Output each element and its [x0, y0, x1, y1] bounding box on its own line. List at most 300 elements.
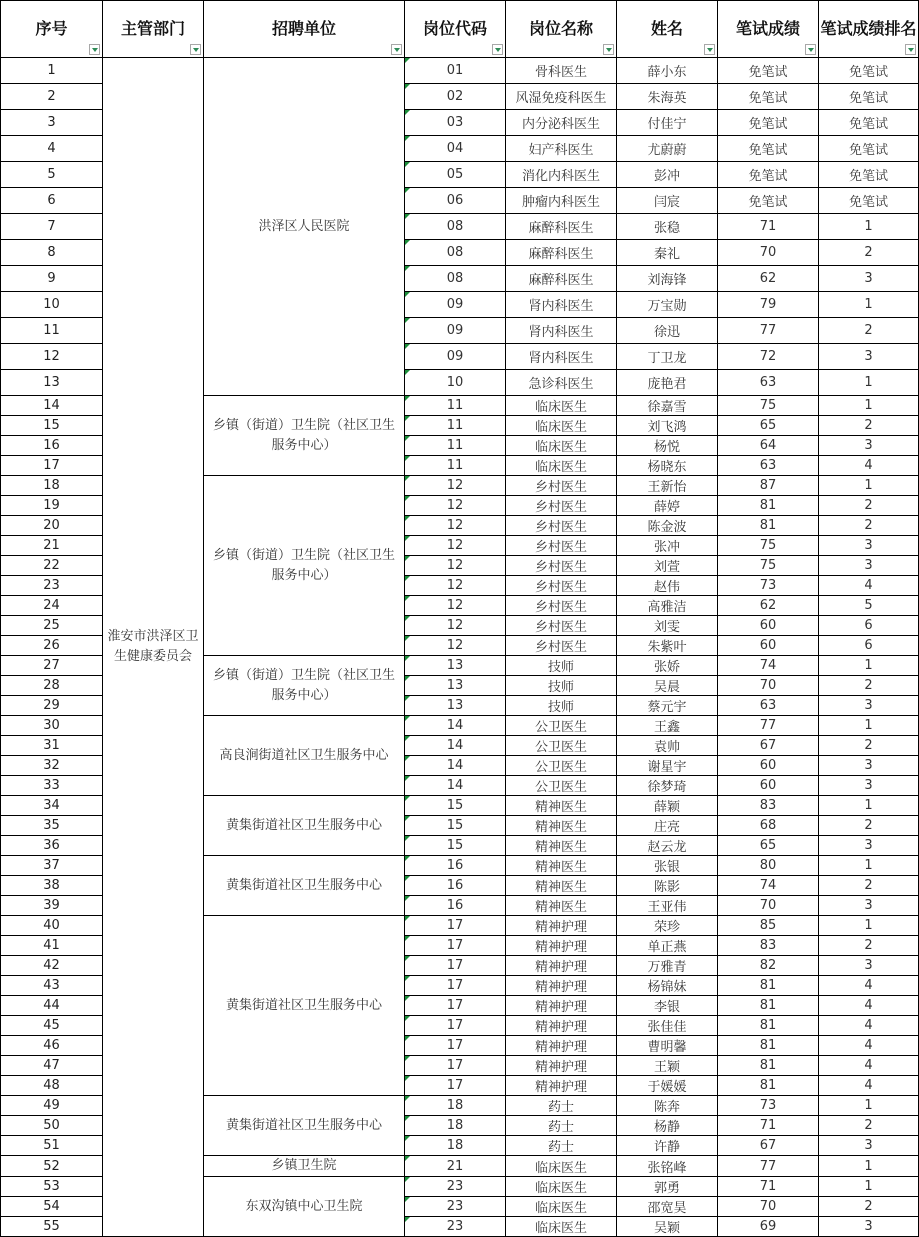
cell-position-code[interactable]: 13 [405, 676, 506, 696]
cell-position-name[interactable]: 技师 [506, 676, 617, 696]
cell-name[interactable]: 荣珍 [617, 916, 718, 936]
cell-rank[interactable]: 2 [819, 1197, 919, 1217]
cell-score[interactable]: 60 [718, 636, 819, 656]
cell-position-code[interactable]: 14 [405, 756, 506, 776]
cell-name[interactable]: 张稳 [617, 214, 718, 240]
cell-rank[interactable]: 1 [819, 916, 919, 936]
cell-name[interactable]: 许静 [617, 1136, 718, 1156]
cell-position-name[interactable]: 乡村医生 [506, 616, 617, 636]
cell-seq[interactable]: 13 [1, 370, 103, 396]
cell-position-name[interactable]: 精神护理 [506, 996, 617, 1016]
cell-score[interactable]: 83 [718, 796, 819, 816]
cell-score[interactable]: 80 [718, 856, 819, 876]
cell-name[interactable]: 薛婷 [617, 496, 718, 516]
cell-position-code[interactable]: 11 [405, 396, 506, 416]
cell-position-code[interactable]: 12 [405, 576, 506, 596]
cell-rank[interactable]: 免笔试 [819, 188, 919, 214]
cell-name[interactable]: 薛小东 [617, 58, 718, 84]
cell-rank[interactable]: 2 [819, 416, 919, 436]
cell-position-code[interactable]: 21 [405, 1156, 506, 1177]
cell-unit[interactable]: 东双沟镇中心卫生院 [204, 1177, 405, 1237]
cell-seq[interactable]: 7 [1, 214, 103, 240]
cell-seq[interactable]: 36 [1, 836, 103, 856]
header-unit[interactable]: 招聘单位 [204, 1, 405, 58]
cell-name[interactable]: 朱海英 [617, 84, 718, 110]
cell-rank[interactable]: 6 [819, 636, 919, 656]
cell-position-code[interactable]: 08 [405, 240, 506, 266]
filter-dropdown-icon[interactable] [905, 44, 916, 55]
filter-dropdown-icon[interactable] [89, 44, 100, 55]
cell-rank[interactable]: 3 [819, 836, 919, 856]
cell-score[interactable]: 82 [718, 956, 819, 976]
cell-score[interactable]: 81 [718, 1036, 819, 1056]
cell-position-name[interactable]: 精神医生 [506, 816, 617, 836]
cell-score[interactable]: 62 [718, 596, 819, 616]
cell-seq[interactable]: 1 [1, 58, 103, 84]
cell-position-code[interactable]: 17 [405, 1016, 506, 1036]
cell-seq[interactable]: 21 [1, 536, 103, 556]
cell-position-code[interactable]: 09 [405, 318, 506, 344]
cell-score[interactable]: 81 [718, 516, 819, 536]
cell-rank[interactable]: 1 [819, 1156, 919, 1177]
header-department[interactable]: 主管部门 [103, 1, 204, 58]
cell-seq[interactable]: 37 [1, 856, 103, 876]
cell-position-name[interactable]: 临床医生 [506, 1217, 617, 1237]
cell-position-name[interactable]: 精神护理 [506, 1016, 617, 1036]
cell-seq[interactable]: 38 [1, 876, 103, 896]
cell-position-name[interactable]: 麻醉科医生 [506, 240, 617, 266]
cell-rank[interactable]: 3 [819, 536, 919, 556]
cell-rank[interactable]: 3 [819, 1217, 919, 1237]
cell-position-code[interactable]: 16 [405, 856, 506, 876]
cell-rank[interactable]: 1 [819, 476, 919, 496]
cell-rank[interactable]: 5 [819, 596, 919, 616]
cell-position-name[interactable]: 公卫医生 [506, 716, 617, 736]
cell-score[interactable]: 70 [718, 896, 819, 916]
cell-seq[interactable]: 54 [1, 1197, 103, 1217]
cell-rank[interactable]: 1 [819, 214, 919, 240]
cell-rank[interactable]: 4 [819, 1016, 919, 1036]
cell-score[interactable]: 77 [718, 716, 819, 736]
cell-seq[interactable]: 8 [1, 240, 103, 266]
cell-position-code[interactable]: 23 [405, 1177, 506, 1197]
cell-seq[interactable]: 18 [1, 476, 103, 496]
cell-seq[interactable]: 5 [1, 162, 103, 188]
cell-position-code[interactable]: 13 [405, 696, 506, 716]
cell-seq[interactable]: 28 [1, 676, 103, 696]
cell-name[interactable]: 高雅洁 [617, 596, 718, 616]
cell-position-name[interactable]: 消化内科医生 [506, 162, 617, 188]
cell-score[interactable]: 71 [718, 1116, 819, 1136]
cell-score[interactable]: 60 [718, 756, 819, 776]
cell-score[interactable]: 70 [718, 240, 819, 266]
cell-name[interactable]: 张银 [617, 856, 718, 876]
cell-name[interactable]: 吴晨 [617, 676, 718, 696]
cell-seq[interactable]: 12 [1, 344, 103, 370]
cell-name[interactable]: 袁帅 [617, 736, 718, 756]
cell-unit[interactable]: 黄集街道社区卫生服务中心 [204, 1096, 405, 1156]
cell-name[interactable]: 杨晓东 [617, 456, 718, 476]
cell-rank[interactable]: 3 [819, 956, 919, 976]
cell-rank[interactable]: 3 [819, 776, 919, 796]
cell-name[interactable]: 赵伟 [617, 576, 718, 596]
cell-name[interactable]: 张佳佳 [617, 1016, 718, 1036]
cell-score[interactable]: 免笔试 [718, 110, 819, 136]
cell-position-code[interactable]: 06 [405, 188, 506, 214]
header-rank[interactable]: 笔试成绩排名 [819, 1, 919, 58]
cell-position-name[interactable]: 临床医生 [506, 456, 617, 476]
cell-position-code[interactable]: 12 [405, 596, 506, 616]
cell-rank[interactable]: 4 [819, 1056, 919, 1076]
cell-seq[interactable]: 14 [1, 396, 103, 416]
cell-score[interactable]: 81 [718, 996, 819, 1016]
cell-position-code[interactable]: 13 [405, 656, 506, 676]
cell-position-code[interactable]: 09 [405, 292, 506, 318]
cell-position-code[interactable]: 12 [405, 536, 506, 556]
cell-seq[interactable]: 2 [1, 84, 103, 110]
cell-rank[interactable]: 免笔试 [819, 58, 919, 84]
cell-position-name[interactable]: 乡村医生 [506, 556, 617, 576]
cell-seq[interactable]: 26 [1, 636, 103, 656]
cell-score[interactable]: 75 [718, 536, 819, 556]
cell-name[interactable]: 郭勇 [617, 1177, 718, 1197]
cell-position-code[interactable]: 15 [405, 836, 506, 856]
cell-name[interactable]: 陈影 [617, 876, 718, 896]
cell-position-name[interactable]: 精神护理 [506, 1056, 617, 1076]
cell-position-code[interactable]: 12 [405, 636, 506, 656]
cell-name[interactable]: 刘萱 [617, 556, 718, 576]
cell-position-name[interactable]: 乡村医生 [506, 536, 617, 556]
cell-position-name[interactable]: 乡村医生 [506, 636, 617, 656]
cell-seq[interactable]: 4 [1, 136, 103, 162]
cell-rank[interactable]: 1 [819, 1177, 919, 1197]
cell-position-name[interactable]: 公卫医生 [506, 736, 617, 756]
cell-rank[interactable]: 2 [819, 736, 919, 756]
cell-unit[interactable]: 洪泽区人民医院 [204, 58, 405, 396]
cell-rank[interactable]: 4 [819, 576, 919, 596]
cell-position-code[interactable]: 02 [405, 84, 506, 110]
cell-position-name[interactable]: 技师 [506, 696, 617, 716]
cell-score[interactable]: 87 [718, 476, 819, 496]
cell-rank[interactable]: 2 [819, 240, 919, 266]
cell-position-code[interactable]: 23 [405, 1197, 506, 1217]
cell-position-name[interactable]: 精神护理 [506, 936, 617, 956]
cell-position-code[interactable]: 17 [405, 1036, 506, 1056]
filter-dropdown-icon[interactable] [704, 44, 715, 55]
cell-name[interactable]: 朱紫叶 [617, 636, 718, 656]
cell-seq[interactable]: 33 [1, 776, 103, 796]
cell-position-name[interactable]: 公卫医生 [506, 756, 617, 776]
cell-position-name[interactable]: 肾内科医生 [506, 344, 617, 370]
cell-score[interactable]: 81 [718, 496, 819, 516]
cell-position-code[interactable]: 17 [405, 1076, 506, 1096]
cell-name[interactable]: 单正燕 [617, 936, 718, 956]
cell-seq[interactable]: 50 [1, 1116, 103, 1136]
cell-seq[interactable]: 39 [1, 896, 103, 916]
cell-rank[interactable]: 1 [819, 292, 919, 318]
cell-rank[interactable]: 1 [819, 396, 919, 416]
cell-name[interactable]: 秦礼 [617, 240, 718, 266]
cell-position-code[interactable]: 15 [405, 796, 506, 816]
cell-rank[interactable]: 3 [819, 266, 919, 292]
cell-position-name[interactable]: 精神护理 [506, 1076, 617, 1096]
cell-seq[interactable]: 3 [1, 110, 103, 136]
cell-score[interactable]: 69 [718, 1217, 819, 1237]
cell-position-code[interactable]: 14 [405, 736, 506, 756]
cell-name[interactable]: 闫宸 [617, 188, 718, 214]
cell-position-code[interactable]: 17 [405, 976, 506, 996]
cell-position-code[interactable]: 17 [405, 936, 506, 956]
cell-seq[interactable]: 45 [1, 1016, 103, 1036]
cell-unit[interactable]: 黄集街道社区卫生服务中心 [204, 856, 405, 916]
cell-score[interactable]: 83 [718, 936, 819, 956]
cell-position-name[interactable]: 药士 [506, 1116, 617, 1136]
cell-name[interactable]: 蔡元宇 [617, 696, 718, 716]
cell-seq[interactable]: 41 [1, 936, 103, 956]
cell-position-code[interactable]: 11 [405, 436, 506, 456]
cell-score[interactable]: 62 [718, 266, 819, 292]
cell-score[interactable]: 67 [718, 1136, 819, 1156]
cell-position-code[interactable]: 18 [405, 1096, 506, 1116]
cell-name[interactable]: 李银 [617, 996, 718, 1016]
filter-dropdown-icon[interactable] [805, 44, 816, 55]
cell-seq[interactable]: 51 [1, 1136, 103, 1156]
cell-score[interactable]: 63 [718, 696, 819, 716]
cell-name[interactable]: 王鑫 [617, 716, 718, 736]
cell-rank[interactable]: 4 [819, 456, 919, 476]
cell-position-code[interactable]: 17 [405, 1056, 506, 1076]
cell-position-name[interactable]: 临床医生 [506, 1197, 617, 1217]
cell-rank[interactable]: 4 [819, 1076, 919, 1096]
cell-position-code[interactable]: 23 [405, 1217, 506, 1237]
cell-name[interactable]: 于媛媛 [617, 1076, 718, 1096]
cell-position-name[interactable]: 肿瘤内科医生 [506, 188, 617, 214]
cell-position-code[interactable]: 17 [405, 916, 506, 936]
cell-score[interactable]: 70 [718, 676, 819, 696]
cell-position-name[interactable]: 乡村医生 [506, 576, 617, 596]
cell-score[interactable]: 79 [718, 292, 819, 318]
cell-name[interactable]: 王新怡 [617, 476, 718, 496]
cell-rank[interactable]: 2 [819, 676, 919, 696]
cell-position-name[interactable]: 乡村医生 [506, 476, 617, 496]
cell-score[interactable]: 免笔试 [718, 188, 819, 214]
cell-seq[interactable]: 20 [1, 516, 103, 536]
cell-rank[interactable]: 6 [819, 616, 919, 636]
cell-score[interactable]: 81 [718, 976, 819, 996]
cell-name[interactable]: 张冲 [617, 536, 718, 556]
cell-seq[interactable]: 44 [1, 996, 103, 1016]
cell-rank[interactable]: 2 [819, 936, 919, 956]
cell-rank[interactable]: 3 [819, 896, 919, 916]
cell-rank[interactable]: 2 [819, 876, 919, 896]
cell-position-code[interactable]: 15 [405, 816, 506, 836]
cell-unit[interactable]: 乡镇（街道）卫生院（社区卫生服务中心） [204, 476, 405, 656]
cell-seq[interactable]: 43 [1, 976, 103, 996]
cell-seq[interactable]: 29 [1, 696, 103, 716]
filter-dropdown-icon[interactable] [190, 44, 201, 55]
cell-position-name[interactable]: 药士 [506, 1136, 617, 1156]
cell-name[interactable]: 赵云龙 [617, 836, 718, 856]
cell-position-name[interactable]: 临床医生 [506, 1177, 617, 1197]
cell-position-code[interactable]: 05 [405, 162, 506, 188]
cell-seq[interactable]: 24 [1, 596, 103, 616]
cell-position-code[interactable]: 12 [405, 516, 506, 536]
cell-name[interactable]: 陈奔 [617, 1096, 718, 1116]
cell-unit[interactable]: 乡镇卫生院 [204, 1156, 405, 1177]
cell-seq[interactable]: 15 [1, 416, 103, 436]
cell-rank[interactable]: 1 [819, 1096, 919, 1116]
cell-seq[interactable]: 49 [1, 1096, 103, 1116]
cell-rank[interactable]: 免笔试 [819, 162, 919, 188]
cell-position-name[interactable]: 骨科医生 [506, 58, 617, 84]
cell-position-name[interactable]: 麻醉科医生 [506, 266, 617, 292]
cell-name[interactable]: 张铭峰 [617, 1156, 718, 1177]
cell-unit[interactable]: 乡镇（街道）卫生院（社区卫生服务中心） [204, 396, 405, 476]
cell-score[interactable]: 72 [718, 344, 819, 370]
filter-dropdown-icon[interactable] [603, 44, 614, 55]
cell-seq[interactable]: 23 [1, 576, 103, 596]
cell-rank[interactable]: 3 [819, 756, 919, 776]
cell-score[interactable]: 71 [718, 214, 819, 240]
header-position-name[interactable]: 岗位名称 [506, 1, 617, 58]
header-seq[interactable]: 序号 [1, 1, 103, 58]
cell-position-name[interactable]: 公卫医生 [506, 776, 617, 796]
cell-name[interactable]: 庄亮 [617, 816, 718, 836]
cell-seq[interactable]: 30 [1, 716, 103, 736]
cell-seq[interactable]: 6 [1, 188, 103, 214]
cell-position-name[interactable]: 精神医生 [506, 876, 617, 896]
cell-position-code[interactable]: 08 [405, 266, 506, 292]
cell-name[interactable]: 彭冲 [617, 162, 718, 188]
cell-position-name[interactable]: 精神护理 [506, 956, 617, 976]
cell-rank[interactable]: 免笔试 [819, 110, 919, 136]
cell-seq[interactable]: 9 [1, 266, 103, 292]
cell-seq[interactable]: 46 [1, 1036, 103, 1056]
cell-seq[interactable]: 40 [1, 916, 103, 936]
cell-name[interactable]: 陈金波 [617, 516, 718, 536]
cell-rank[interactable]: 2 [819, 816, 919, 836]
cell-name[interactable]: 杨悦 [617, 436, 718, 456]
cell-position-code[interactable]: 03 [405, 110, 506, 136]
cell-rank[interactable]: 1 [819, 856, 919, 876]
cell-score[interactable]: 70 [718, 1197, 819, 1217]
cell-position-code[interactable]: 17 [405, 996, 506, 1016]
cell-position-name[interactable]: 妇产科医生 [506, 136, 617, 162]
cell-name[interactable]: 万雅青 [617, 956, 718, 976]
cell-rank[interactable]: 4 [819, 1036, 919, 1056]
cell-position-code[interactable]: 14 [405, 716, 506, 736]
cell-seq[interactable]: 17 [1, 456, 103, 476]
cell-score[interactable]: 64 [718, 436, 819, 456]
cell-position-code[interactable]: 16 [405, 876, 506, 896]
cell-position-name[interactable]: 精神医生 [506, 796, 617, 816]
cell-position-code[interactable]: 09 [405, 344, 506, 370]
cell-rank[interactable]: 3 [819, 696, 919, 716]
cell-position-name[interactable]: 精神护理 [506, 916, 617, 936]
cell-score[interactable]: 67 [718, 736, 819, 756]
cell-position-name[interactable]: 精神护理 [506, 1036, 617, 1056]
cell-rank[interactable]: 2 [819, 1116, 919, 1136]
cell-seq[interactable]: 10 [1, 292, 103, 318]
cell-position-name[interactable]: 精神医生 [506, 896, 617, 916]
cell-seq[interactable]: 32 [1, 756, 103, 776]
cell-score[interactable]: 65 [718, 836, 819, 856]
cell-name[interactable]: 付佳宁 [617, 110, 718, 136]
cell-rank[interactable]: 1 [819, 656, 919, 676]
cell-name[interactable]: 曹明馨 [617, 1036, 718, 1056]
cell-score[interactable]: 81 [718, 1076, 819, 1096]
cell-score[interactable]: 免笔试 [718, 162, 819, 188]
cell-position-name[interactable]: 临床医生 [506, 396, 617, 416]
cell-position-code[interactable]: 04 [405, 136, 506, 162]
filter-dropdown-icon[interactable] [391, 44, 402, 55]
cell-rank[interactable]: 2 [819, 496, 919, 516]
cell-position-code[interactable]: 12 [405, 476, 506, 496]
cell-name[interactable]: 刘飞鸿 [617, 416, 718, 436]
cell-rank[interactable]: 3 [819, 556, 919, 576]
cell-name[interactable]: 尤蔚蔚 [617, 136, 718, 162]
cell-score[interactable]: 77 [718, 1156, 819, 1177]
cell-seq[interactable]: 11 [1, 318, 103, 344]
cell-position-name[interactable]: 风湿免疫科医生 [506, 84, 617, 110]
cell-score[interactable]: 81 [718, 1056, 819, 1076]
cell-name[interactable]: 吴颖 [617, 1217, 718, 1237]
cell-score[interactable]: 63 [718, 456, 819, 476]
cell-score[interactable]: 60 [718, 616, 819, 636]
cell-score[interactable]: 65 [718, 416, 819, 436]
cell-seq[interactable]: 25 [1, 616, 103, 636]
cell-position-name[interactable]: 临床医生 [506, 416, 617, 436]
cell-score[interactable]: 免笔试 [718, 58, 819, 84]
cell-unit[interactable]: 黄集街道社区卫生服务中心 [204, 916, 405, 1096]
cell-name[interactable]: 丁卫龙 [617, 344, 718, 370]
cell-rank[interactable]: 1 [819, 716, 919, 736]
cell-position-name[interactable]: 肾内科医生 [506, 292, 617, 318]
cell-position-name[interactable]: 临床医生 [506, 436, 617, 456]
cell-name[interactable]: 徐迅 [617, 318, 718, 344]
cell-name[interactable]: 王亚伟 [617, 896, 718, 916]
cell-seq[interactable]: 48 [1, 1076, 103, 1096]
cell-position-code[interactable]: 17 [405, 956, 506, 976]
cell-name[interactable]: 庞艳君 [617, 370, 718, 396]
cell-score[interactable]: 71 [718, 1177, 819, 1197]
header-name[interactable]: 姓名 [617, 1, 718, 58]
cell-score[interactable]: 74 [718, 876, 819, 896]
cell-score[interactable]: 免笔试 [718, 84, 819, 110]
cell-position-code[interactable]: 10 [405, 370, 506, 396]
filter-dropdown-icon[interactable] [492, 44, 503, 55]
cell-position-code[interactable]: 14 [405, 776, 506, 796]
cell-position-name[interactable]: 技师 [506, 656, 617, 676]
cell-score[interactable]: 85 [718, 916, 819, 936]
cell-name[interactable]: 薛颖 [617, 796, 718, 816]
cell-position-name[interactable]: 急诊科医生 [506, 370, 617, 396]
cell-position-code[interactable]: 16 [405, 896, 506, 916]
cell-position-name[interactable]: 精神医生 [506, 836, 617, 856]
cell-position-code[interactable]: 11 [405, 416, 506, 436]
cell-rank[interactable]: 3 [819, 436, 919, 456]
cell-position-name[interactable]: 乡村医生 [506, 496, 617, 516]
cell-name[interactable]: 杨锦妹 [617, 976, 718, 996]
cell-rank[interactable]: 1 [819, 796, 919, 816]
cell-position-name[interactable]: 精神护理 [506, 976, 617, 996]
header-score[interactable]: 笔试成绩 [718, 1, 819, 58]
cell-rank[interactable]: 1 [819, 370, 919, 396]
cell-seq[interactable]: 27 [1, 656, 103, 676]
cell-rank[interactable]: 2 [819, 318, 919, 344]
cell-position-name[interactable]: 乡村医生 [506, 516, 617, 536]
header-position-code[interactable]: 岗位代码 [405, 1, 506, 58]
